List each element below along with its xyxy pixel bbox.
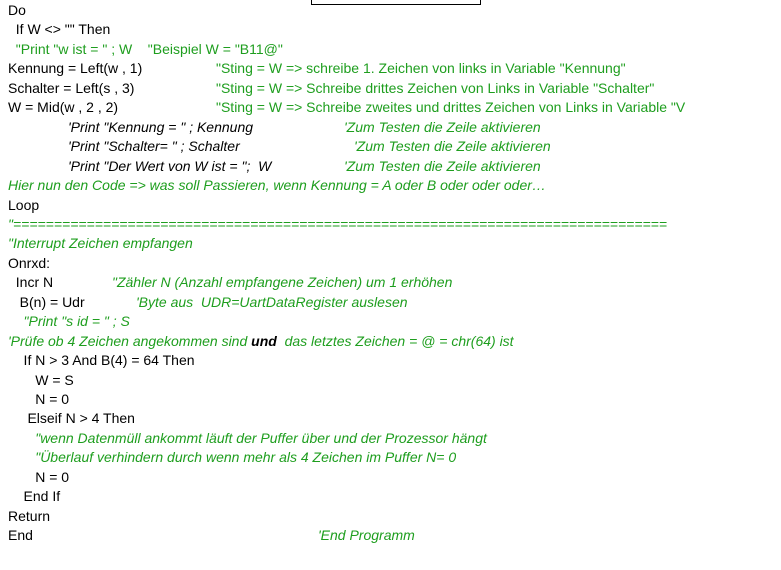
- code-segment: N = 0: [8, 468, 70, 485]
- code-segment: 'Zum Testen die Zeile aktivieren: [354, 138, 551, 155]
- code-segment: 'Print "Schalter= " ; Schalter: [68, 138, 240, 155]
- code-segment: "Interrupt Zeichen empfangen: [8, 235, 193, 252]
- code-segment: und: [251, 332, 277, 349]
- code-line: [8, 371, 781, 389]
- code-segment: If W <> "" Then: [8, 21, 111, 38]
- code-segment: Kennung = Left(w , 1): [8, 60, 143, 77]
- code-segment: W = S: [8, 371, 74, 388]
- code-line: [8, 351, 781, 369]
- code-line: [8, 409, 781, 427]
- code-segment: Do: [8, 2, 26, 18]
- code-segment: Incr N: [8, 274, 54, 291]
- code-segment: Loop: [8, 196, 40, 213]
- code-line: [8, 429, 781, 447]
- code-segment: "Sting = W => Schreibe drittes Zeichen von Links in Variable "Schalter": [216, 79, 655, 96]
- code-segment: B(n) = Udr: [8, 293, 85, 310]
- code-line: [8, 507, 781, 525]
- code-segment: "Sting = W => Schreibe zweites und drittes Zeichen von Links in Variable "V: [216, 99, 686, 116]
- code-line: [8, 390, 781, 408]
- code-segment: If N > 3 And B(4) = 64 Then: [8, 352, 195, 369]
- code-segment: 'Byte aus UDR=UartDataRegister auslesen: [136, 293, 408, 310]
- code-segment: Onrxd:: [8, 254, 51, 271]
- code-segment: End If: [8, 488, 61, 505]
- code-segment: Schalter = Left(s , 3): [8, 79, 135, 96]
- code-line: [8, 215, 781, 233]
- code-line: [8, 468, 781, 486]
- code-line: [8, 254, 781, 272]
- code-line: [8, 40, 781, 58]
- code-line: [8, 79, 781, 97]
- code-segment: "Überlauf verhindern durch wenn mehr als 4 Zeichen im Puffer N= 0: [8, 449, 457, 466]
- code-segment: W = Mid(w , 2 , 2): [8, 99, 119, 116]
- code-line: [8, 196, 781, 214]
- code-segment: End: [8, 527, 33, 544]
- code-line: [8, 59, 781, 77]
- code-line: [8, 234, 781, 252]
- code-segment: "Print "s id = " ; S: [8, 313, 130, 330]
- code-segment: 'Print "Der Wert von W ist = "; W: [68, 157, 272, 174]
- code-segment: 'Zum Testen die Zeile aktivieren: [344, 118, 541, 135]
- code-line: [8, 312, 781, 330]
- code-line: [8, 137, 781, 155]
- code-line: [8, 293, 781, 311]
- code-segment: "Sting = W => schreibe 1. Zeichen von links in Variable "Kennung": [216, 60, 626, 77]
- code-segment: 'Print "Kennung = " ; Kennung: [68, 118, 254, 135]
- code-segment: "Zähler N (Anzahl empfangene Zeichen) um 1 erhöhen: [112, 274, 453, 291]
- code-segment: Return: [8, 507, 51, 524]
- code-line: [8, 526, 781, 544]
- code-segment: "================================================================================: [8, 215, 668, 232]
- code-segment: das letztes Zeichen = @ = chr(64) ist: [276, 332, 514, 349]
- code-line: [8, 487, 781, 505]
- code-line: [8, 20, 781, 38]
- code-segment: "wenn Datenmüll ankommt läuft der Puffer über und der Prozessor hängt: [8, 429, 487, 446]
- code-segment: Elseif N > 4 Then: [8, 410, 135, 427]
- code-segment: "Print "w ist = " ; W "Beispiel W = "B11@": [8, 40, 283, 57]
- code-segment: 'Zum Testen die Zeile aktivieren: [344, 157, 541, 174]
- code-line: [8, 273, 781, 291]
- code-line: [8, 1, 781, 19]
- code-segment: Hier nun den Code => was soll Passieren, wenn Kennung = A oder B oder oder oder…: [8, 177, 546, 194]
- code-line: [8, 176, 781, 194]
- code-line: [8, 448, 781, 466]
- code-segment: N = 0: [8, 391, 70, 407]
- code-line: [8, 157, 781, 175]
- code-line: [8, 118, 781, 136]
- code-segment: 'Prüfe ob 4 Zeichen angekommen sind: [8, 332, 252, 349]
- code-segment: 'End Programm: [318, 527, 415, 544]
- code-line: [8, 98, 781, 116]
- code-line: [8, 332, 781, 350]
